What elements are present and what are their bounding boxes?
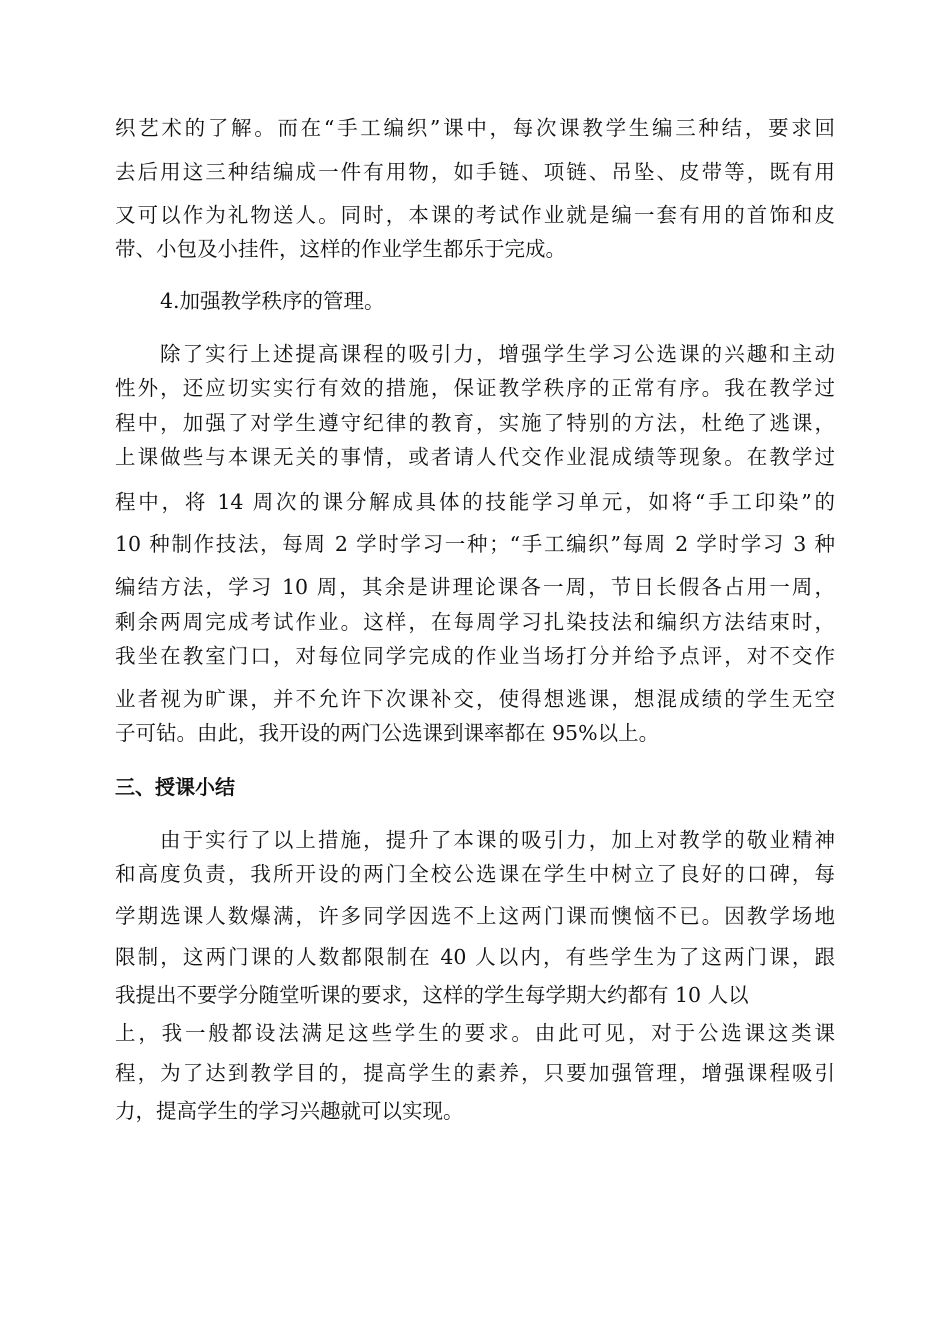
- paragraph-line: 我提出不要学分随堂听课的要求，这样的学生每学期大约都有 10 人以: [115, 983, 749, 1007]
- paragraph-line: 织艺术的了解。而在“手工编织”课中，每次课教学生编三种结，要求回: [115, 116, 835, 140]
- paragraph-line: 业者视为旷课，并不允许下次课补交，使得想逃课，想混成绩的学生无空: [115, 687, 835, 711]
- paragraph-line: 上课做些与本课无关的事情，或者请人代交作业混成绩等现象。在教学过: [115, 445, 835, 469]
- item-heading: 4.加强教学秩序的管理。: [160, 289, 385, 313]
- paragraph-line: 由于实行了以上措施，提升了本课的吸引力，加上对教学的敬业精神: [160, 828, 835, 852]
- paragraph-line: 和高度负责，我所开设的两门全校公选课在学生中树立了良好的口碑，每: [115, 862, 835, 886]
- paragraph-line: 程中，加强了对学生遵守纪律的教育，实施了特别的方法，杜绝了逃课，: [115, 411, 835, 435]
- paragraph-line: 学期选课人数爆满，许多同学因选不上这两门课而懊恼不已。因教学场地: [115, 904, 835, 928]
- paragraph-line: 程中，将 14 周次的课分解成具体的技能学习单元，如将“手工印染”的: [115, 490, 835, 514]
- paragraph-line: 程，为了达到教学目的，提高学生的素养，只要加强管理，增强课程吸引: [115, 1061, 835, 1085]
- paragraph-line: 10 种制作技法，每周 2 学时学习一种；“手工编织”每周 2 学时学习 3 种: [115, 532, 835, 556]
- paragraph-line: 带、小包及小挂件，这样的作业学生都乐于完成。: [115, 237, 566, 261]
- paragraph-line: 限制，这两门课的人数都限制在 40 人以内，有些学生为了这两门课，跟: [115, 945, 835, 969]
- paragraph-line: 除了实行上述提高课程的吸引力，增强学生学习公选课的兴趣和主动: [160, 342, 835, 366]
- paragraph-line: 上，我一般都设法满足这些学生的要求。由此可见，对于公选课这类课: [115, 1021, 835, 1045]
- paragraph-line: 去后用这三种结编成一件有用物，如手链、项链、吊坠、皮带等，既有用: [115, 160, 835, 184]
- paragraph-line: 剩余两周完成考试作业。这样，在每周学习扎染技法和编织方法结束时，: [115, 610, 835, 634]
- paragraph-line: 性外，还应切实实行有效的措施，保证教学秩序的正常有序。我在教学过: [115, 376, 835, 400]
- paragraph-line: 又可以作为礼物送人。同时，本课的考试作业就是编一套有用的首饰和皮: [115, 203, 835, 227]
- paragraph-line: 子可钻。由此，我开设的两门公选课到课率都在 95%以上。: [115, 721, 660, 745]
- section-heading: 三、授课小结: [115, 775, 235, 799]
- paragraph-line: 我坐在教室门口，对每位同学完成的作业当场打分并给予点评，对不交作: [115, 644, 835, 668]
- paragraph-line: 力，提高学生的学习兴趣就可以实现。: [115, 1099, 464, 1123]
- paragraph-line: 编结方法，学习 10 周，其余是讲理论课各一周，节日长假各占用一周，: [115, 575, 835, 599]
